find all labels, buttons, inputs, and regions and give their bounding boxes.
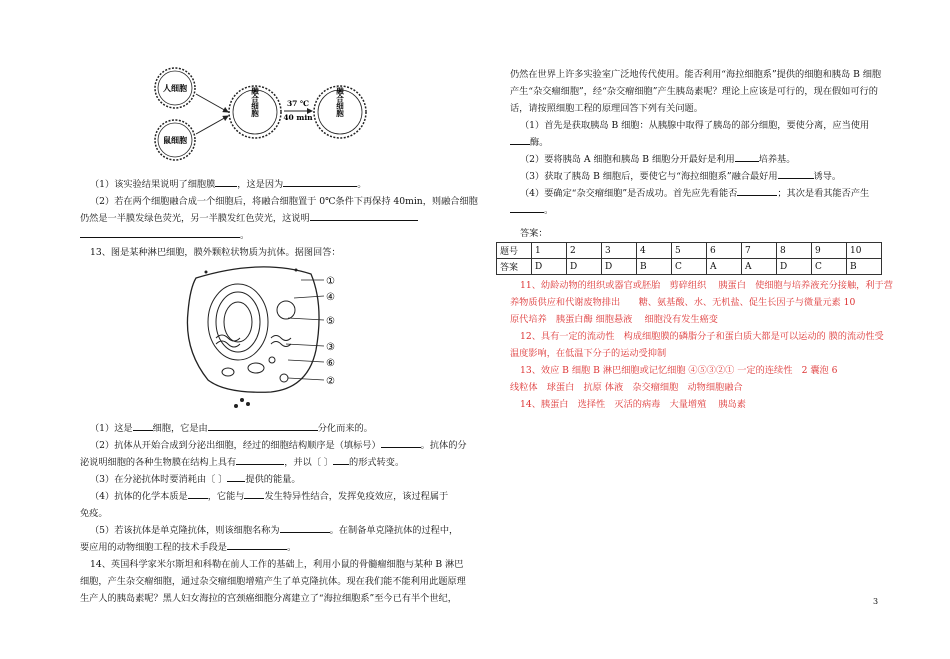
answer-line: 原代培养 胰蛋白酶 细胞悬液 细胞没有发生癌变 [510,314,718,325]
q14-part3: （3）获取了胰岛 B 细胞后，要使它与“海拉细胞系”融合最好用 诱导。 [520,171,842,182]
answer-line: 养物质供应和代谢废物排出 糖、氨基酸、水、无机盐、促生长因子与微量元素 10 [510,297,856,308]
q13-part6: 免疫。 [80,508,108,519]
label-2: ② [326,376,335,387]
human-cell-label: 人细胞 [163,83,187,93]
fused-cell-2 [314,86,366,138]
answer-line: 11、幼龄动物的组织或器官或胚胎 剪碎组织 胰蛋白 使细胞与培养液充分接触，利于营 [520,280,893,291]
q14-part4: （4）要确定“杂交瘤细胞”是否成功。首先应先看能否 ；其次是看其能否产生 [520,188,870,199]
left-column-lower [80,420,467,607]
label-4: ④ [326,292,335,303]
page-number: 3 [873,597,879,606]
right-column [500,66,893,413]
answer-header-row: 题号 1 2 3 4 5 6 7 8 9 10 [497,243,882,259]
q14-line6: 话，请按照细胞工程的原理回答下列有关问题。 [510,103,703,114]
q13-part1: （1）这是 细胞，它是由 分化而来的。 [90,423,373,434]
q14-line2: 细胞，产生杂交瘤细胞，通过杂交瘤细胞增殖产生了单克隆抗体。现在我们能不能利用此题原理 [80,576,466,587]
human-cell [155,68,195,108]
answer-line: 线粒体 球蛋白 抗原 体液 杂交瘤细胞 动物细胞融合 [510,382,743,393]
cell-fusion-diagram [140,64,370,164]
q12-part1: （1）该实验结果说明了细胞膜 ，这是因为 。 [90,179,367,190]
label-6: ⑥ [326,358,335,369]
answer-line: 12、具有一定的流动性 构成细胞膜的磷脂分子和蛋白质大都是可以运动的 膜的流动性受 [520,331,884,342]
q12-part2: （2）若在两个细胞融合成一个细胞后，将融合细胞置于 0℃条件下再保持 40min，则融合细胞 [90,196,478,207]
answer-explanations [510,277,893,413]
fused-cell-2-label: 融合细胞 [335,87,345,117]
mouse-cell [155,120,195,160]
answer-label: 答案 [497,259,532,275]
answers-label: 答案： [520,228,548,239]
q14-part1: （1）首先是获取胰岛 B 细胞：从胰腺中取得了胰岛的部分细胞，要使分离，应当使用 [520,120,870,131]
q14-part4b: 。 [510,202,890,219]
left-column [80,176,478,261]
fused-cell-1-label: 融合细胞 [250,87,260,117]
answer-line: 13、效应 B 细胞 B 淋巴细胞或记忆细胞 ④⑤③②① 一定的连续性 2 囊泡 6 [520,365,838,376]
q14-line1: 14、英国科学家米尔斯坦和科勒在前人工作的基础上，利用小鼠的骨髓瘤细胞与某种 B 淋巴 [90,559,464,570]
q14-part1b: 酶。 [510,134,890,151]
q13-part4: （3）在分泌抗体时要消耗由〔 〕 提供的能量。 [90,474,301,485]
answer-table [496,242,882,275]
mouse-cell-label: 鼠细胞 [163,135,187,145]
q13-part7: （5）若该抗体是单克隆抗体，则该细胞名称为 。在制备单克隆抗体的过程中， [90,525,459,536]
q14-line3: 生产人的胰岛素呢？黑人妇女海拉的宫颈癌细胞分离建立了“海拉细胞系”至今已有半个世纪， [80,593,457,604]
q13-part5: （4）抗体的化学本质是 ，它能与 发生特异性结合，发挥免疫效应，该过程属于 [90,491,449,502]
q14-line5: 产生“杂交瘤细胞”，经“杂交瘤细胞”产生胰岛素呢？理论上应该是可行的，现在假如可行的 [510,86,878,97]
label-5: ⑤ [326,316,335,327]
q14-line4: 仍然在世界上许多实验室广泛地传代使用。能否利用“海拉细胞系”提供的细胞和胰岛 B 细胞 [510,69,882,80]
answer-value-row: 答案 D D D B C A A D C B [497,259,882,275]
q12-part4: 。 [80,227,460,244]
fused-cell-1 [229,86,281,138]
q14-part2: （2）要将胰岛 A 细胞和胰岛 B 细胞分开最好是利用 培养基。 [520,154,796,165]
q13-part2: （2）抗体从开始合成到分泌出细胞，经过的细胞结构顺序是（填标号） 。抗体的分 [90,440,467,451]
temperature-label: 37 ℃ [286,99,310,108]
label-1: ① [326,276,335,287]
answer-line: 14、胰蛋白 选择性 灭活的病毒 大量增殖 胰岛素 [520,399,746,410]
q13-part3: 泌说明细胞的各种生物膜在结构上具有 ，并以〔 〕 的形式转变。 [80,457,405,468]
answer-line: 温度影响，在低温下分子的运动受抑制 [510,348,667,359]
label-3: ③ [326,342,335,353]
header-label: 题号 [497,243,532,259]
q13-part8: 要应用的动物细胞工程的技术手段是 。 [80,542,297,553]
q13-title: 13、图是某种淋巴细胞，膜外颗粒状物质为抗体。据图回答： [90,247,341,258]
time-label: 40 min [283,113,313,122]
lymphocyte-diagram [176,260,366,410]
q12-part3: 仍然是一半膜发绿色荧光，另一半膜发红色荧光，这说明 [80,210,460,227]
